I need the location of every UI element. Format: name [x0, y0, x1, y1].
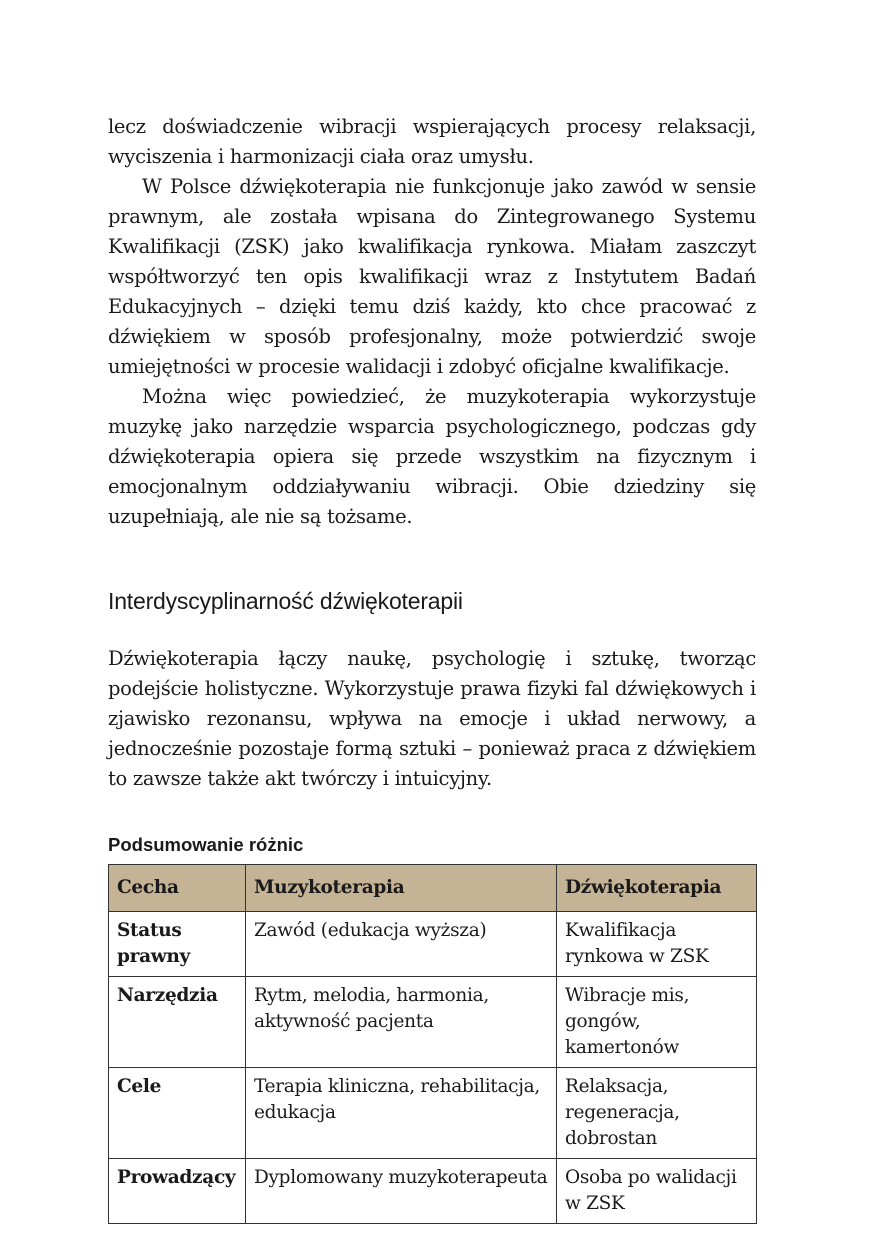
table-row [109, 977, 757, 1068]
page-content [108, 112, 756, 1224]
table-caption: Podsumowanie różnic [108, 834, 304, 855]
row-label: Prowadzący [109, 1159, 246, 1224]
section-body-paragraph: Dźwiękoterapia łączy naukę, psychologię i sztukę, tworząc podejście holistyczne. Wykorzystuje prawa fizyki fal dźwiękowych i zjawisko rezonansu, wpływa na emocje i układ nerwowy, a jednocześnie pozostaje formą sztuki – ponieważ praca z dźwiękiem to zawsze także akt twórczy i intuicyjny. [108, 647, 756, 790]
paragraph-continuation: lecz doświadczenie wibracji wspierających procesy relaksacji, wyciszenia i harmonizacji ciała oraz umysłu. [108, 115, 756, 168]
row-label: Status prawny [109, 912, 246, 977]
table-cell: Zawód (edukacja wyższa) [246, 912, 557, 977]
row-label: Narzędzia [109, 977, 246, 1068]
table-cell: Osoba po walidacji w ZSK [557, 1159, 757, 1224]
header-cell-sound-therapy: Dźwiękoterapia [557, 865, 757, 912]
table-header-row [109, 865, 757, 912]
table-cell: Relaksacja, regeneracja, dobrostan [557, 1068, 757, 1159]
table-row [109, 912, 757, 977]
table-cell: Wibracje mis, gongów, kamertonów [557, 977, 757, 1068]
table-cell: Terapia kliniczna, rehabilitacja, edukacja [246, 1068, 557, 1159]
table-cell: Kwalifikacja rynkowa w ZSK [557, 912, 757, 977]
header-cell-feature: Cecha [109, 865, 246, 912]
table-row [109, 1159, 757, 1224]
table-row [109, 1068, 757, 1159]
section-heading: Interdyscyplinarność dźwiękoterapii [108, 588, 463, 614]
paragraph-comparison-summary: Można więc powiedzieć, że muzykoterapia wykorzystuje muzykę jako narzędzie wsparcia psychologicznego, podczas gdy dźwiękoterapia opiera się przede wszystkim na fizycznym i emocjonalnym oddziaływaniu wibracji. Obie dziedziny się uzupełniają, ale nie są tożsame. [108, 385, 756, 528]
differences-table [108, 864, 757, 1224]
table-cell: Rytm, melodia, harmonia, aktywność pacjenta [246, 977, 557, 1068]
header-cell-music-therapy: Muzykoterapia [246, 865, 557, 912]
row-label: Cele [109, 1068, 246, 1159]
table-cell: Dyplomowany muzykoterapeuta [246, 1159, 557, 1224]
paragraph-zsk-qualification: W Polsce dźwiękoterapia nie funkcjonuje jako zawód w sensie prawnym, ale została wpisana do Zintegrowanego Systemu Kwalifikacji (ZSK) jako kwalifikacja rynkowa. Miałam zaszczyt współtworzyć ten opis kwalifikacji wraz z Instytutem Badań Edukacyjnych – dzięki temu dziś każdy, kto chce pracować z dźwiękiem w sposób profesjonalny, może potwierdzić swoje umiejętności w procesie walidacji i zdobyć oficjalne kwalifikacje. [108, 175, 756, 378]
